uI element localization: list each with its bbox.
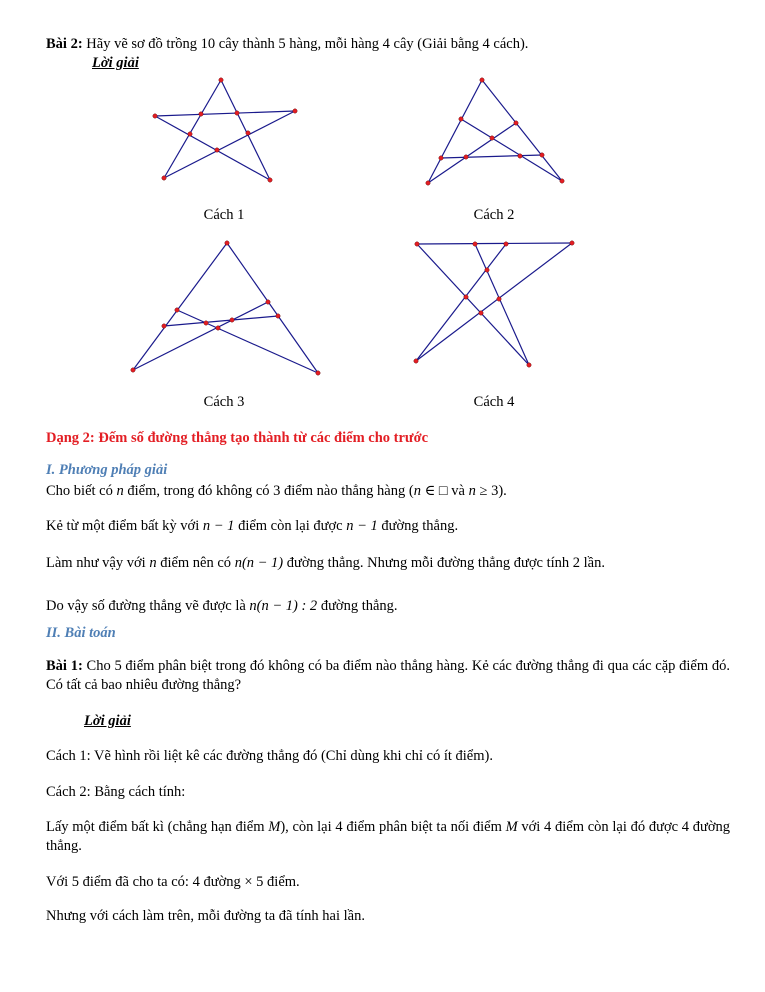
caption-cach-1: Cách 1: [203, 207, 245, 223]
p3-b: ), còn lại 4 điểm phân biệt ta nối điểm: [280, 819, 506, 835]
figure-cach-4: [414, 241, 574, 367]
bai2-label: Bài 2:: [46, 36, 83, 52]
var-n: n: [149, 555, 157, 571]
var-n: n: [413, 483, 421, 499]
dang2-title: Dạng 2: Đếm số đường thẳng tạo thành từ các điểm cho trước: [46, 430, 429, 446]
method-line-2: [46, 517, 458, 535]
method-l2-a: Kẻ từ một điểm bất kỳ với: [46, 518, 203, 534]
method-l3-a: Làm như vậy với: [46, 555, 150, 571]
method-l1-b: điểm, trong đó không có 3 điểm nào thẳng hàng (: [123, 483, 414, 499]
figure-cach-1: [153, 78, 297, 182]
bai1-paragraph-5: Nhưng với cách làm trên, mỗi đường ta đã tính hai lần.: [46, 908, 365, 924]
bai1-paragraph-4: Với 5 điểm đã cho ta có: 4 đường × 5 điểm.: [46, 874, 300, 890]
bai1-text: Cho 5 điểm phân biệt trong đó không có ba điểm nào thẳng hàng. Kẻ các đường thẳng đi qua các cặp điểm đó. Có tất cả bao nhiêu đường thẳng?: [46, 658, 731, 693]
figure-cach-2: [426, 78, 564, 185]
method-line-4: [46, 597, 398, 615]
var-n: n: [468, 483, 476, 499]
method-l1-a: Cho biết có: [46, 483, 117, 499]
bai1-cach-2: Cách 2: Bằng cách tính:: [46, 784, 186, 800]
expr-lines-count: n(n − 1) : 2: [249, 598, 318, 614]
bai1-statement: [46, 657, 730, 695]
method-l1-d: ≥ 3).: [475, 483, 507, 499]
var-M: M: [505, 819, 518, 835]
bai1-label: Bài 1:: [46, 658, 83, 674]
bai1-solution-heading: Lời giải: [84, 713, 131, 729]
method-l3-c: đường thẳng. Nhưng mỗi đường thẳng được tính 2 lần.: [283, 555, 605, 571]
figures-svg: [0, 0, 765, 420]
bai2-text: Hãy vẽ sơ đồ trồng 10 cây thành 5 hàng, mỗi hàng 4 cây (Giải bằng 4 cách).: [86, 36, 529, 52]
problems-heading: II. Bài toán: [46, 625, 116, 641]
figure-cach-3: [131, 241, 320, 375]
method-l3-b: điểm nên có: [156, 555, 235, 571]
var-M: M: [268, 819, 281, 835]
caption-cach-4: Cách 4: [473, 394, 515, 410]
method-l2-b: điểm còn lại được: [234, 518, 347, 534]
expr-n-minus-1: n − 1: [346, 518, 378, 534]
method-l2-c: đường thẳng.: [377, 518, 459, 534]
method-line-3: [46, 554, 605, 572]
p3-a: Lấy một điểm bất kì (chẳng hạn điểm: [46, 819, 269, 835]
method-l4-a: Do vậy số đường thẳng vẽ được là: [46, 598, 250, 614]
caption-cach-2: Cách 2: [473, 207, 515, 223]
method-line-1: [46, 482, 507, 500]
method-heading: I. Phương pháp giải: [46, 462, 168, 478]
bai1-cach-1: Cách 1: Vẽ hình rồi liệt kê các đường thẳng đó (Chỉ dùng khi chỉ có ít điểm).: [46, 748, 493, 764]
expr-n-n-minus-1: n(n − 1): [234, 555, 284, 571]
var-n: n: [116, 483, 124, 499]
method-l4-b: đường thẳng.: [317, 598, 398, 614]
method-l1-c: ∈ □ và: [420, 483, 469, 499]
bai2-solution-heading: Lời giải: [92, 55, 139, 71]
expr-n-minus-1: n − 1: [202, 518, 235, 534]
caption-cach-3: Cách 3: [203, 394, 245, 410]
p3-c: với 4 điểm còn lại đó được 4 đường thẳng.: [46, 819, 731, 854]
bai1-paragraph-3: [46, 818, 730, 856]
